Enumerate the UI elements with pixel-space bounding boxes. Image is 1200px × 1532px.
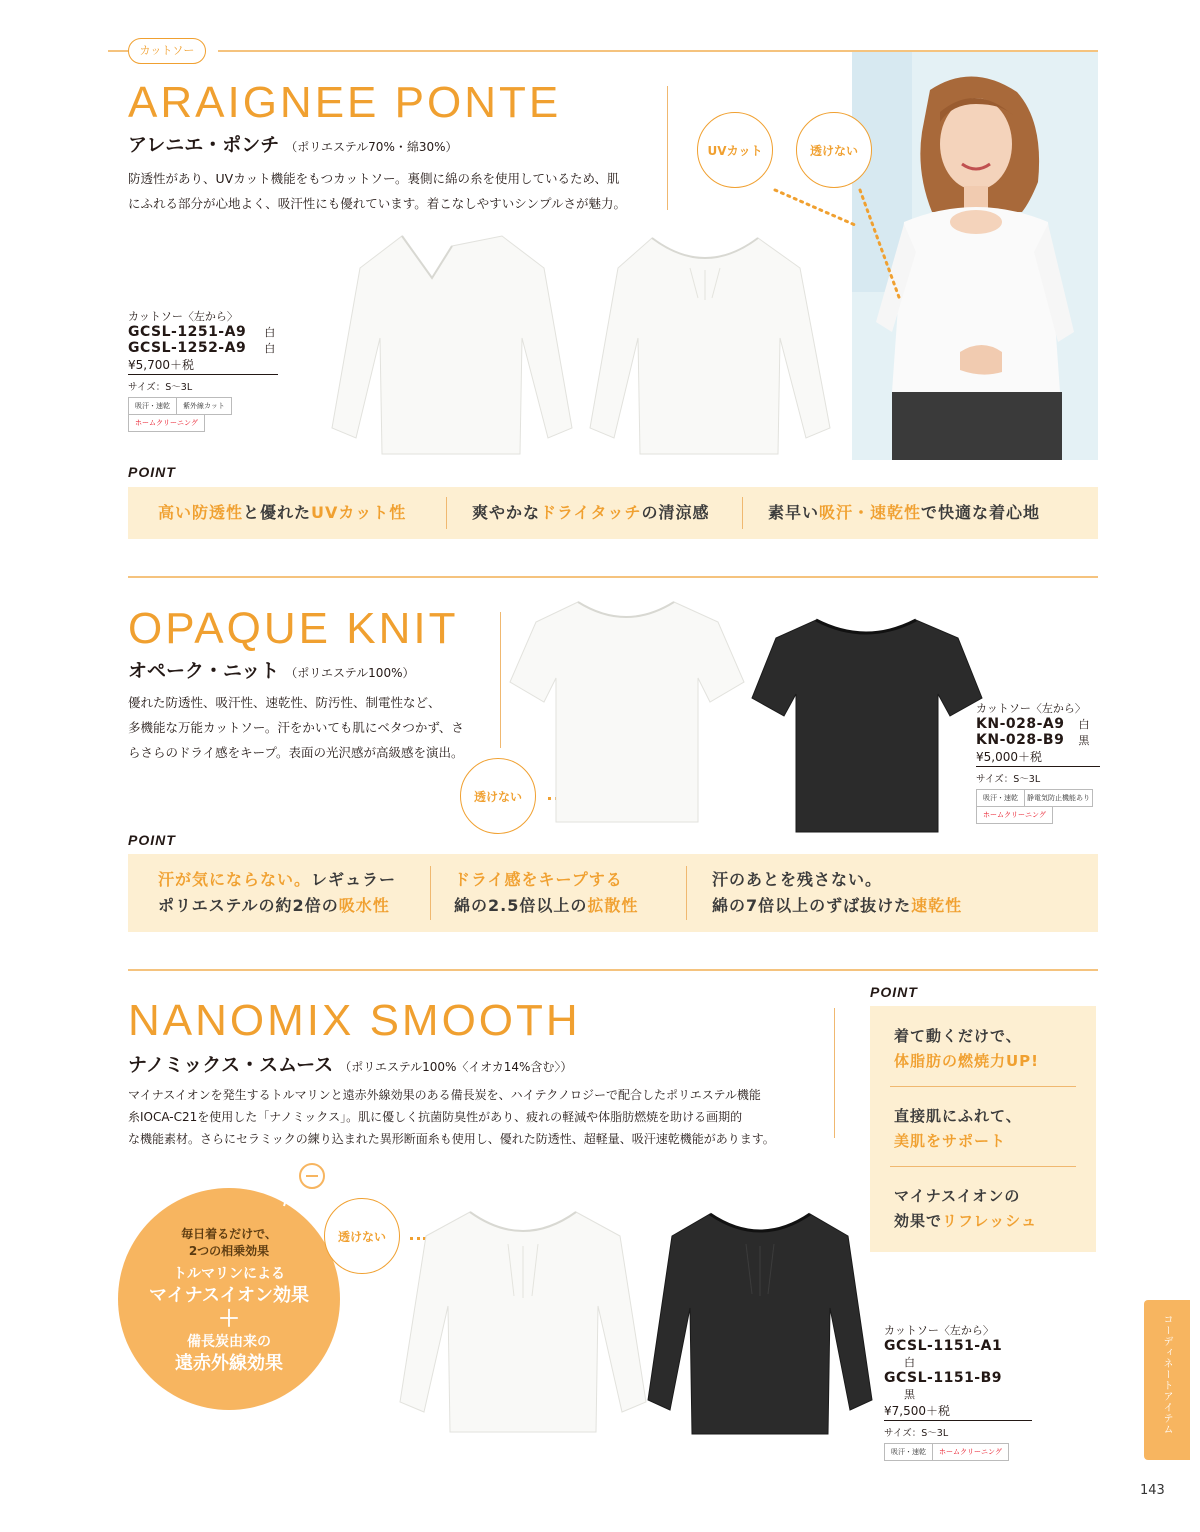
section1-title-en: ARAIGNEE PONTE	[128, 78, 562, 127]
section1-description	[128, 166, 626, 216]
section2-rule	[128, 576, 1098, 578]
circle-plus: ＋	[217, 1307, 240, 1332]
category-tag: カットソー	[128, 38, 206, 64]
desc-line: にふれる部分が心地よく、吸汗性にも優れています。着こなしやすいシンプルさが魅力。	[128, 196, 626, 211]
section3-material: （ポリエステル100%〈イオカ14%含む〉）	[339, 1060, 573, 1074]
point-separator	[430, 866, 431, 920]
spec-heading: カットソー〈左から〉	[128, 310, 238, 323]
shirt-short-sleeve-black	[750, 612, 990, 842]
section2-point-label: POINT	[128, 832, 176, 848]
point-separator	[890, 1086, 1076, 1087]
feature-badge: 吸汗・速乾	[884, 1443, 933, 1461]
page-number: 143	[1140, 1483, 1165, 1498]
section1-point-box	[128, 487, 1098, 539]
point-highlight: ドライ感をキープする	[454, 870, 623, 889]
shirt-pleated-black	[640, 1208, 880, 1444]
product-code: GCSL-1252-A9	[128, 340, 247, 356]
shirt-gathered-white	[580, 228, 840, 468]
section2-point-box	[128, 854, 1098, 932]
spec-item	[884, 1370, 1032, 1402]
point-text: 綿の7倍以上のずば抜けた	[712, 896, 912, 915]
point-item	[472, 500, 710, 526]
point-text: と優れた	[243, 503, 312, 522]
desc-line: な機能素材。さらにセラミックの練り込まれた異形断面糸も使用し、優れた防透性、超軽量、吸汗速乾機能があります。	[128, 1132, 775, 1146]
point-text: 効果で	[894, 1212, 943, 1230]
spec-item	[128, 340, 278, 356]
point-text: 素早い	[768, 503, 820, 522]
product-color: 白	[264, 326, 276, 339]
point-separator	[890, 1166, 1076, 1167]
section3-rule	[128, 969, 1098, 971]
section1-point-label: POINT	[128, 464, 176, 480]
synergy-circle-text	[118, 1226, 340, 1376]
point-item	[712, 867, 962, 919]
spec-item	[976, 732, 1100, 748]
point-separator	[686, 866, 687, 920]
feature-row	[976, 806, 1100, 824]
circle-text-large: 遠赤外線効果	[175, 1353, 283, 1374]
point-highlight: リフレッシュ	[942, 1212, 1037, 1230]
point-highlight: 速乾性	[911, 896, 963, 915]
spec-heading: カットソー〈左から〉	[884, 1324, 994, 1337]
section3-divider	[834, 1008, 835, 1138]
point-text: 汗のあとを残さない。	[712, 870, 883, 889]
size-range: サイズ：S～3L	[128, 382, 193, 393]
feature-badge: 静電気防止機能あり	[1024, 789, 1093, 807]
desc-line: 糸IOCA-C21を使用した「ナノミックス」。肌に優しく抗菌防臭性があり、疲れの軽減や体脂肪燃焼を助ける画期的	[128, 1110, 743, 1124]
top-rule-left	[108, 50, 128, 52]
section3-description	[128, 1084, 775, 1150]
point-highlight: 体脂肪の燃焼力UP!	[894, 1052, 1040, 1070]
product-color: 黒	[1078, 734, 1090, 747]
product-color: 白	[264, 342, 276, 355]
desc-line: 優れた防透性、吸汗性、速乾性、防汚性、制電性など、	[128, 695, 441, 710]
product-code: KN-028-B9	[976, 732, 1065, 748]
product-color: 白	[1078, 718, 1090, 731]
product-code: GCSL-1151-A1	[884, 1338, 1003, 1354]
side-point-item	[894, 1184, 1037, 1234]
side-point-item	[894, 1024, 1039, 1074]
point-highlight: 美肌をサポート	[894, 1132, 1007, 1150]
point-separator	[742, 497, 743, 529]
point-text: マイナスイオンの	[894, 1187, 1021, 1205]
point-text: 爽やかな	[472, 503, 541, 522]
spec-item	[884, 1338, 1032, 1370]
point-item	[454, 867, 638, 919]
desc-line: 防透性があり、UVカット機能をもつカットソー。裏側に綿の糸を使用しているため、肌	[128, 171, 620, 186]
section2-spec	[976, 700, 1100, 824]
section3-point-panel	[870, 1006, 1096, 1252]
home-cleaning-badge: ホームクリーニング	[932, 1443, 1009, 1461]
feature-row	[128, 397, 278, 415]
point-highlight: 吸水性	[338, 896, 390, 915]
point-item	[158, 867, 396, 919]
spec-item	[128, 324, 278, 340]
section3-point-label: POINT	[870, 984, 918, 1000]
feature-row	[884, 1443, 1032, 1461]
shirt-vneck-white	[322, 228, 582, 468]
minus-ion-icon	[278, 1160, 338, 1210]
section2-title-en: OPAQUE KNIT	[128, 604, 459, 653]
section3-spec	[884, 1322, 1032, 1461]
section1-spec	[128, 308, 278, 432]
product-code: GCSL-1251-A9	[128, 324, 247, 340]
feature-badge: 吸汗・速乾	[128, 397, 177, 415]
point-highlight: UVカット性	[311, 503, 407, 522]
section2-description	[128, 690, 464, 765]
circle-text-small: 毎日着るだけで、	[181, 1227, 277, 1241]
feature-row	[976, 789, 1100, 807]
point-highlight: 拡散性	[587, 896, 639, 915]
product-code: KN-028-A9	[976, 716, 1065, 732]
point-highlight: 吸汗・速乾性	[819, 503, 922, 522]
section1-material: （ポリエステル70%・綿30%）	[285, 140, 458, 154]
desc-line: 多機能な万能カットソー。汗をかいても肌にベタつかず、さ	[128, 720, 464, 735]
product-color: 白	[904, 1356, 915, 1369]
section2-title-jp-text: オペーク・ニット	[128, 660, 280, 682]
section1-divider	[667, 86, 668, 210]
side-tab-label: コーディネートアイテム	[1161, 1314, 1172, 1435]
feature-badge: 吸汗・速乾	[976, 789, 1025, 807]
section-side-tab[interactable]	[1144, 1300, 1190, 1460]
section1-title-jp-text: アレニエ・ポンチ	[128, 134, 280, 156]
size-range: サイズ：S～3L	[884, 1428, 949, 1439]
section3-title-jp	[128, 1050, 572, 1077]
point-text: 綿の2.5倍以上の	[454, 896, 588, 915]
desc-line: マイナスイオンを発生するトルマリンと遠赤外線効果のある備長炭を、ハイテクノロジーで配合したポリエステル機能	[128, 1088, 761, 1102]
section3-title-jp-text: ナノミックス・スムース	[128, 1054, 334, 1076]
point-item	[158, 500, 406, 526]
product-price: ¥7,500＋税	[884, 1402, 1032, 1421]
shirt-pleated-white	[392, 1206, 654, 1446]
size-range: サイズ：S～3L	[976, 774, 1041, 785]
see-through-proof-badge: 透けない	[796, 112, 872, 188]
product-price: ¥5,700＋税	[128, 356, 278, 375]
point-separator	[446, 497, 447, 529]
circle-text-large: マイナスイオン効果	[148, 1285, 310, 1306]
point-text: の清涼感	[641, 503, 710, 522]
point-text: で快適な着心地	[921, 503, 1041, 522]
product-price: ¥5,000＋税	[976, 748, 1100, 767]
section3-title-en: NANOMIX SMOOTH	[128, 996, 581, 1045]
point-highlight: ドライタッチ	[540, 503, 642, 522]
circle-text-medium: トルマリンによる	[173, 1266, 285, 1282]
point-text: 直接肌にふれて、	[894, 1107, 1022, 1125]
spec-heading: カットソー〈左から〉	[976, 702, 1086, 715]
feature-badge: 紫外線カット	[176, 397, 232, 415]
section1-title-jp	[128, 130, 458, 157]
point-text: レギュラー	[311, 870, 397, 889]
spec-item	[976, 716, 1100, 732]
home-cleaning-badge: ホームクリーニング	[128, 414, 205, 432]
feature-row	[128, 414, 278, 432]
point-highlight: 高い防透性	[158, 503, 244, 522]
section2-title-jp	[128, 656, 414, 683]
product-color: 黒	[904, 1388, 915, 1401]
shirt-short-sleeve-white	[508, 592, 748, 832]
section2-material: （ポリエステル100%）	[285, 666, 415, 680]
circle-text-small: 2つの相乗効果	[188, 1244, 270, 1258]
point-item	[768, 500, 1040, 526]
desc-line: らさらのドライ感をキープ。表面の光沢感が高級感を演出。	[128, 745, 464, 760]
side-point-item	[894, 1104, 1022, 1154]
see-through-proof-badge: 透けない	[460, 758, 536, 834]
home-cleaning-badge: ホームクリーニング	[976, 806, 1053, 824]
point-highlight: 汗が気にならない。	[158, 870, 312, 889]
section2-divider	[500, 612, 501, 748]
product-code: GCSL-1151-B9	[884, 1370, 1003, 1386]
circle-text-medium: 備長炭由来の	[187, 1334, 271, 1350]
point-text: 着て動くだけで、	[894, 1027, 1022, 1045]
uv-cut-badge: UVカット	[697, 112, 773, 188]
see-through-proof-badge: 透けない	[324, 1198, 400, 1274]
point-text: ポリエステルの約2倍の	[158, 896, 339, 915]
